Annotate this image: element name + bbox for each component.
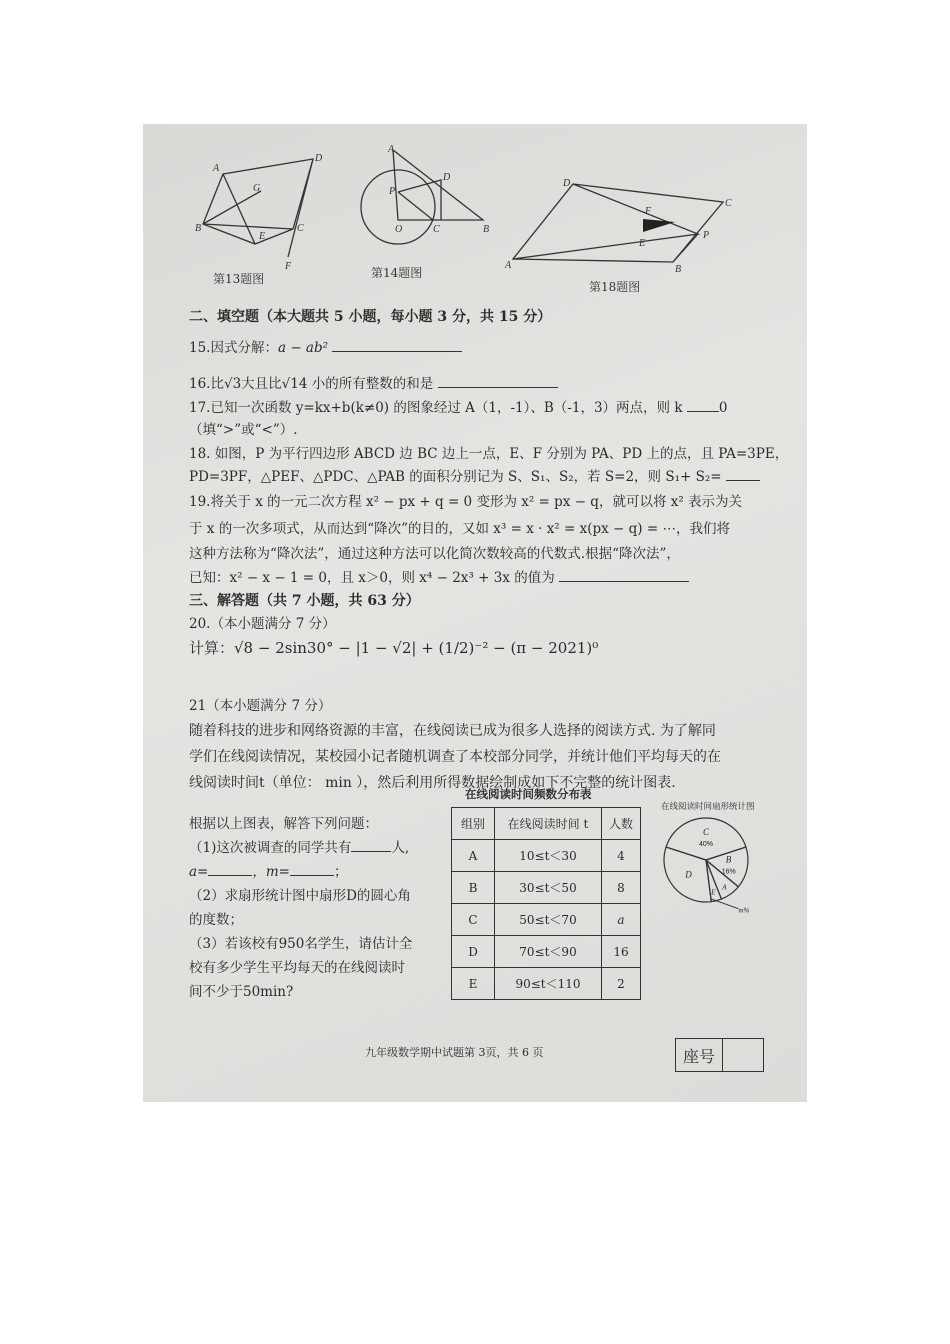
- q21-sub2b: 的度数；: [189, 912, 243, 928]
- q21-sub1a: （1)这次被调查的同学共有: [189, 840, 352, 856]
- q21-a-blank[interactable]: [208, 861, 252, 876]
- fig18-label-e: E: [639, 238, 646, 249]
- q21-sub3a: （3）若该校有950名学生，请估计全: [189, 936, 413, 952]
- pie-percent-c: 40%: [699, 840, 714, 848]
- table-header-count: 人数: [602, 808, 641, 840]
- q19-line3: 这种方法称为“降次法”，通过这种方法可以化简次数较高的代数式.根据“降次法”，: [189, 546, 680, 562]
- q21-sub1c: a=: [189, 864, 209, 880]
- fig13-line-bg: [203, 191, 261, 224]
- figure-13: [193, 149, 333, 289]
- fig18-shaded-triangle: [643, 219, 675, 232]
- table-cell: 4: [602, 840, 641, 872]
- fig18-label-c: C: [725, 198, 732, 209]
- fig18-label-a: A: [505, 260, 512, 271]
- table-row: [452, 968, 641, 1000]
- q17-tail: 0: [718, 400, 728, 416]
- q21-sub2a: （2）求扇形统计图中扇形D的圆心角: [189, 888, 411, 904]
- q19-answer-blank[interactable]: [559, 567, 689, 582]
- question-16: [189, 372, 558, 396]
- q21-sub1e: ；: [334, 864, 348, 880]
- fig14-label-p: P: [389, 186, 396, 197]
- table-cell: 8: [602, 872, 641, 904]
- q21-sub1d: ，m=: [252, 864, 290, 880]
- q15-expr: a − ab²: [277, 340, 329, 356]
- table-cell: 50≤t＜70: [495, 904, 602, 936]
- fig14-label-b: B: [483, 224, 490, 235]
- q19-line4: 已知：x² − x − 1 = 0，且 x＞0，则 x⁴ − 2x³ + 3x 的值为: [189, 570, 555, 586]
- q21-para1: 随着科技的进步和网络资源的丰富，在线阅读已成为很多人选择的阅读方式. 为了解同: [189, 723, 716, 739]
- pie-label-b: B: [725, 854, 732, 865]
- q17-line2: （填“>”或“<”）.: [189, 422, 298, 438]
- table-row: [452, 936, 641, 968]
- q16-text: 16.比√3大且比√14 小的所有整数的和是: [189, 376, 434, 392]
- q17-line1: 17.已知一次函数 y=kx+b(k≠0) 的图象经过 A（1，-1）、B（-1，3）两点，则 k: [189, 400, 683, 416]
- table-cell: E: [452, 968, 495, 1000]
- seat-input[interactable]: [723, 1039, 763, 1071]
- pie-slice-b: [706, 847, 748, 887]
- q21-count-blank[interactable]: [351, 837, 391, 852]
- table-cell: C: [452, 904, 495, 936]
- q21-sub3b: 校有多少学生平均每天的在线阅读时: [189, 960, 405, 976]
- q18-line1: 18. 如图，P 为平行四边形 ABCD 边 BC 边上一点，E、F 分别为 PA、PD 上的点，且 PA=3PE，: [189, 446, 789, 462]
- fig14-label-c: C: [433, 224, 440, 235]
- table-cell: 10≤t＜30: [495, 840, 602, 872]
- q15-text: 15.因式分解：: [189, 340, 278, 356]
- section-3-title: 三、解答题（共 7 小题，共 63 分）: [189, 593, 420, 609]
- fig14-triangle: [393, 150, 483, 220]
- fig13-label-e: E: [259, 231, 266, 242]
- q21-sub1b: 人,: [391, 840, 410, 856]
- q21-sub1-line2: [189, 860, 348, 884]
- seat-number-box: [675, 1038, 764, 1072]
- q21-sub3c: 间不少于50min?: [189, 984, 294, 1000]
- table-header-group: 组别: [452, 808, 495, 840]
- table-row: [452, 872, 641, 904]
- fig14-label-o: O: [395, 224, 403, 235]
- pie-label-e: E: [711, 888, 716, 897]
- section-2-title: 二、填空题（本大题共 5 小题，每小题 3 分，共 15 分）: [189, 309, 552, 325]
- fig13-label-d: D: [315, 153, 323, 164]
- seat-label: 座号: [676, 1039, 723, 1071]
- table-cell: 70≤t＜90: [495, 936, 602, 968]
- table-cell: D: [452, 936, 495, 968]
- pie-callout-line: [710, 899, 738, 909]
- fig13-label-f: F: [285, 261, 292, 272]
- pie-callout-label: m%: [738, 906, 750, 915]
- table-header-time: 在线阅读时间 t: [495, 808, 602, 840]
- figure-14-caption: 第14题图: [371, 266, 423, 280]
- figure-14: [353, 142, 493, 282]
- q17-answer-blank[interactable]: [687, 397, 719, 412]
- q21-sub1-line1: [189, 836, 409, 860]
- question-18-line2: [189, 465, 760, 489]
- table-cell: a: [602, 904, 641, 936]
- fig18-label-f: F: [645, 206, 652, 217]
- q18-line2: PD=3PF，△PEF、△PDC、△PAB 的面积分别记为 S、S₁、S₂，若 S=2，则 S₁+ S₂=: [189, 469, 722, 485]
- table-cell: 2: [602, 968, 641, 1000]
- fig18-label-p: P: [703, 230, 710, 241]
- pie-label-d: D: [685, 869, 692, 880]
- figure-13-caption: 第13题图: [213, 272, 265, 286]
- fig13-label-a: A: [213, 163, 220, 174]
- pie-percent-b: 16%: [721, 868, 736, 876]
- q21-para3: 线阅读时间t（单位： min ），然后利用所得数据绘制成如下不完整的统计图表.: [189, 775, 676, 791]
- table-cell: 90≤t＜110: [495, 968, 602, 1000]
- fig13-label-g: G: [253, 183, 261, 194]
- table-title: 在线阅读时间频数分布表: [465, 789, 592, 801]
- q15-answer-blank[interactable]: [332, 337, 462, 352]
- q19-line1: 19.将关于 x 的一元二次方程 x² − px + q = 0 变形为 x² = px − q，就可以将 x² 表示为关: [189, 494, 743, 510]
- q21-ask: 根据以上图表，解答下列问题：: [189, 816, 378, 832]
- q21-m-blank[interactable]: [290, 861, 334, 876]
- question-15: [189, 336, 462, 360]
- pie-label-c: C: [703, 826, 710, 837]
- pie-title: 在线阅读时间扇形统计图: [661, 801, 755, 811]
- exam-page: [143, 124, 807, 1102]
- table-cell: 30≤t＜50: [495, 872, 602, 904]
- fig13-label-b: B: [195, 223, 202, 234]
- q21-title: 21（本小题满分 7 分）: [189, 698, 332, 714]
- fig13-line-df: [288, 159, 313, 257]
- pie-label-a: A: [722, 883, 727, 892]
- fig14-label-d: D: [443, 172, 451, 183]
- q21-para2: 学们在线阅读情况，某校园小记者随机调查了本校部分同学，并统计他们平均每天的在: [189, 749, 721, 765]
- table-row: [452, 904, 641, 936]
- fig13-label-c: C: [297, 223, 304, 234]
- page-footer: 九年级数学期中试题第 3页，共 6 页: [365, 1046, 544, 1059]
- fig18-label-d: D: [563, 178, 571, 189]
- q20-text: 计算：√8 − 2sin30° − |1 − √2| + (1/2)⁻² − (π − 2021)⁰: [189, 639, 599, 657]
- q16-answer-blank[interactable]: [438, 373, 558, 388]
- question-19-line4: [189, 566, 689, 590]
- table-cell: 16: [602, 936, 641, 968]
- pie-slice-c: [666, 818, 746, 860]
- fig14-label-a: A: [388, 144, 395, 155]
- q18-answer-blank[interactable]: [726, 466, 760, 481]
- q19-line2: 于 x 的一次多项式，从而达到“降次”的目的，又如 x³ = x · x² = x(px − q) = ⋯，我们将: [189, 521, 730, 537]
- fig14-line-pc: [398, 192, 433, 220]
- frequency-table: [451, 807, 641, 1000]
- figure-18-caption: 第18题图: [589, 280, 641, 294]
- q20-title: 20.（本小题满分 7 分）: [189, 616, 336, 632]
- question-17: [189, 396, 727, 420]
- pie-chart: [658, 810, 798, 915]
- table-cell: A: [452, 840, 495, 872]
- table-row: [452, 840, 641, 872]
- figure-18: [503, 174, 743, 274]
- table-header-row: [452, 808, 641, 840]
- fig18-label-b: B: [675, 264, 682, 275]
- fig18-line-pb: [673, 234, 698, 262]
- table-cell: B: [452, 872, 495, 904]
- fig18-parallelogram: [513, 184, 723, 262]
